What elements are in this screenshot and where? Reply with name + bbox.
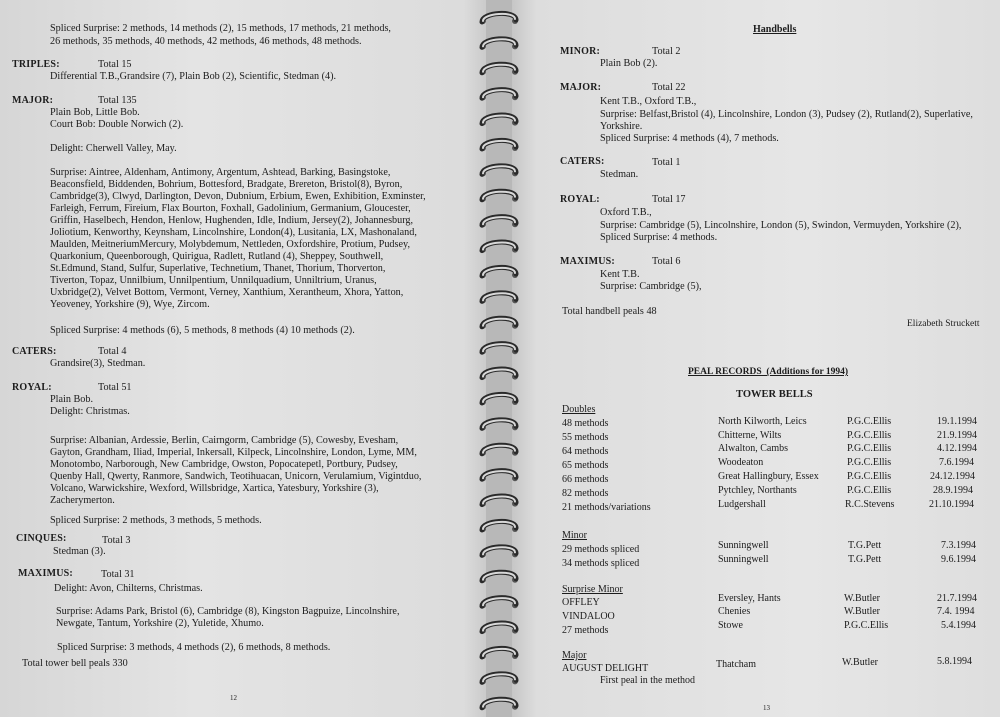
major-surprise-line: St.Edmund, Stand, Sulfur, Superlative, Technetium, Thanet, Thorium, Thorverton,	[50, 263, 386, 274]
major-surprise-line: Farleigh, Ferrum, Fireium, Flax Bourton, Foxhall, Gadolinium, Germanium, Gloucester,	[50, 203, 411, 214]
record-date: 21.9.1994	[937, 430, 977, 441]
record-date: 21.10.1994	[929, 499, 974, 510]
hb-maximus-line: Surprise: Cambridge (5),	[600, 281, 702, 292]
record-conductor: P.G.C.Ellis	[847, 485, 892, 496]
record-place: Eversley, Hants	[718, 593, 781, 604]
major-surprise-line: Uxbridge(2), Velvet Bottom, Vermont, Verney, Xanthium, Xerantheum, Xhora, Yatton,	[50, 287, 404, 298]
record-place: Great Hallingbury, Essex	[718, 471, 819, 482]
record-group-heading: Minor	[562, 530, 587, 541]
major-surprise-line: Quarkonium, Queenborough, Quirigua, Radlett, Rutland (4), Sheppey, Southwell,	[50, 251, 384, 262]
hb-royal-line: Oxford T.B.,	[600, 207, 652, 218]
record-date: 19.1.1994	[937, 416, 977, 427]
record-date: 7.3.1994	[941, 540, 976, 551]
maximus-label: MAXIMUS:	[18, 568, 73, 579]
maximus-spliced: Spliced Surprise: 3 methods, 4 methods (2), 6 methods, 8 methods.	[57, 642, 331, 653]
hb-maximus-line: Kent T.B.	[600, 269, 640, 280]
record-place: Thatcham	[716, 659, 756, 670]
page-number: 12	[230, 694, 237, 702]
hb-minor-line: Plain Bob (2).	[600, 58, 658, 69]
maximus-total: Total 31	[101, 569, 135, 580]
royal-line: Plain Bob.	[50, 394, 94, 405]
major-total: Total 135	[98, 95, 137, 106]
maximus-surprise-line: Newgate, Tantum, Yorkshire (2), Yuletide, Xhumo.	[56, 618, 264, 629]
first-peal-note: First peal in the method	[600, 675, 695, 686]
gutter-shadow	[486, 0, 512, 717]
record-conductor: P.G.C.Ellis	[847, 457, 892, 468]
major-surprise-line: Tiverton, Topaz, Unnilbium, Unnilpentium, Unnilquadium, Unniltrium, Uranus,	[50, 275, 377, 286]
record-date: 7.4. 1994	[937, 606, 975, 617]
hb-major-line: Spliced Surprise: 4 methods (4), 7 methods.	[600, 133, 779, 144]
record-conductor: W.Butler	[842, 657, 879, 668]
tower-bells-heading: TOWER BELLS	[736, 389, 813, 400]
record-place: Sunningwell	[718, 540, 769, 551]
record-date: 5.8.1994	[937, 656, 972, 667]
major-label: MAJOR:	[12, 95, 54, 106]
record-conductor: W.Butler	[844, 593, 881, 604]
record-conductor: P.G.C.Ellis	[847, 443, 892, 454]
hb-major-line: Surprise: Belfast,Bristol (4), Lincolnshire, London (3), Pudsey (2), Rutland(2), Superlative,	[600, 109, 973, 120]
record-method: 55 methods	[562, 432, 609, 443]
record-conductor: P.G.C.Ellis	[847, 416, 892, 427]
hb-royal-line: Surprise: Cambridge (5), Lincolnshire, London (5), Swindon, Vermuyden, Yorkshire (2),	[600, 220, 962, 231]
royal-surprise-line: Volcano, Warwickshire, Wexford, Willsbridge, Xartica, Yatesbury, Yorkshire (3),	[50, 483, 379, 494]
page-number: 13	[763, 704, 770, 712]
record-place: Chenies	[718, 606, 751, 617]
cinques-total: Total 3	[102, 535, 131, 546]
record-group-heading: Doubles	[562, 404, 596, 415]
hb-royal-label: ROYAL:	[560, 194, 600, 205]
major-surprise-line: Griffin, Haselbech, Hendon, Henlow, Hughenden, Idle, Indium, Jersey(2), Johannesburg,	[50, 215, 414, 226]
royal-surprise-line: Monotombo, Narborough, New Cambridge, Owston, Popocatepetl, Portbury, Pudsey,	[50, 459, 398, 470]
cinques-label: CINQUES:	[16, 533, 67, 544]
record-date: 5.4.1994	[941, 620, 976, 631]
hb-royal-line: Spliced Surprise: 4 methods.	[600, 232, 718, 243]
major-delight: Delight: Cherwell Valley, May.	[50, 143, 177, 154]
total-tower-bell-peals: Total tower bell peals 330	[22, 658, 128, 669]
hb-royal-total: Total 17	[652, 194, 686, 205]
record-conductor: T.G.Pett	[848, 554, 882, 565]
hb-caters-label: CATERS:	[560, 156, 605, 167]
hb-major-label: MAJOR:	[560, 82, 602, 93]
caters-total: Total 4	[98, 346, 127, 357]
major-line: Plain Bob, Little Bob.	[50, 107, 140, 118]
record-conductor: P.G.C.Ellis	[847, 430, 892, 441]
record-conductor: W.Butler	[844, 606, 881, 617]
record-conductor: P.G.C.Ellis	[844, 620, 889, 631]
record-conductor: P.G.C.Ellis	[847, 471, 892, 482]
right-page	[512, 0, 1000, 717]
total-handbell-peals: Total handbell peals 48	[562, 306, 657, 317]
record-conductor: T.G.Pett	[848, 540, 882, 551]
triples-line: Differential T.B.,Grandsire (7), Plain Bob (2), Scientific, Stedman (4).	[50, 71, 337, 82]
record-method: 34 methods spliced	[562, 558, 640, 569]
record-place: Pytchley, Northants	[718, 485, 797, 496]
maximus-line: Delight: Avon, Chilterns, Christmas.	[54, 583, 203, 594]
major-surprise-line: Surprise: Aintree, Aldenham, Antimony, Argentum, Ashtead, Barking, Basingstoke,	[50, 167, 391, 178]
record-place: Chitterne, Wilts	[718, 430, 782, 441]
royal-surprise-line: Quenby Hall, Qwerty, Ranmore, Sandwich, Teotihuacan, Unicorn, Verulamium, Vigintduo,	[50, 471, 422, 482]
major-spliced: Spliced Surprise: 4 methods (6), 5 methods, 8 methods (4) 10 methods (2).	[50, 325, 355, 336]
record-method: VINDALOO	[562, 611, 615, 622]
royal-label: ROYAL:	[12, 382, 52, 393]
caters-label: CATERS:	[12, 346, 57, 357]
royal-total: Total 51	[98, 382, 132, 393]
triples-label: TRIPLES:	[12, 59, 60, 70]
record-date: 24.12.1994	[930, 471, 975, 482]
royal-line: Delight: Christmas.	[50, 406, 130, 417]
royal-surprise-line: Gayton, Grandham, Iliad, Imperial, Inkersall, Kilpeck, Lincolnshire, London, Lyme, MM,	[50, 447, 417, 458]
handbells-title: Handbells	[753, 24, 797, 35]
record-method: 27 methods	[562, 625, 609, 636]
royal-surprise-line: Zacherymerton.	[50, 495, 115, 506]
peal-records-title: PEAL RECORDS (Additions for 1994)	[688, 367, 849, 377]
hb-major-total: Total 22	[652, 82, 686, 93]
record-place: Alwalton, Cambs	[718, 443, 788, 454]
caters-line: Grandsire(3), Stedman.	[50, 358, 146, 369]
author-signature: Elizabeth Struckett	[907, 319, 980, 329]
spiral-binding	[474, 0, 524, 717]
record-place: Ludgershall	[718, 499, 766, 510]
record-method: 82 methods	[562, 488, 609, 499]
major-surprise-line: Yeoveney, Yorkshire (9), Wye, Zircom.	[50, 299, 210, 310]
record-method: 65 methods	[562, 460, 609, 471]
record-method: AUGUST DELIGHT	[562, 663, 649, 674]
triples-total: Total 15	[98, 59, 132, 70]
spliced-intro-line: Spliced Surprise: 2 methods, 14 methods (2), 15 methods, 17 methods, 21 methods,	[50, 23, 391, 34]
hb-caters-line: Stedman.	[600, 169, 639, 180]
major-surprise-line: Joliotium, Kenworthy, Keynsham, Lincolnshire, London(4), Lusitania, LX, Mashonaland,	[50, 227, 417, 238]
hb-maximus-total: Total 6	[652, 256, 681, 267]
maximus-surprise-line: Surprise: Adams Park, Bristol (6), Cambridge (8), Kingston Bagpuize, Lincolnshire,	[56, 606, 400, 617]
record-conductor: R.C.Stevens	[845, 499, 895, 510]
major-line: Court Bob: Double Norwich (2).	[50, 119, 184, 130]
hb-major-line: Yorkshire.	[600, 121, 643, 132]
left-page	[0, 0, 488, 717]
hb-caters-total: Total 1	[652, 157, 681, 168]
record-group-heading: Surprise Minor	[562, 584, 623, 595]
royal-spliced: Spliced Surprise: 2 methods, 3 methods, 5 methods.	[50, 515, 262, 526]
record-date: 28.9.1994	[933, 485, 973, 496]
spliced-intro-line: 26 methods, 35 methods, 40 methods, 42 methods, 46 methods, 48 methods.	[50, 36, 362, 47]
record-place: North Kilworth, Leics	[718, 416, 807, 427]
cinques-line: Stedman (3).	[53, 546, 106, 557]
hb-major-line: Kent T.B., Oxford T.B.,	[600, 96, 697, 107]
record-place: Sunningwell	[718, 554, 769, 565]
record-date: 9.6.1994	[941, 554, 976, 565]
record-group-heading: Major	[562, 650, 587, 661]
record-method: OFFLEY	[562, 597, 600, 608]
record-date: 7.6.1994	[939, 457, 974, 468]
hb-maximus-label: MAXIMUS:	[560, 256, 615, 267]
major-surprise-line: Cambridge(3), Clwyd, Darlington, Devon, Dubnium, Erbium, Ewen, Exhibition, Exminster,	[50, 191, 426, 202]
record-method: 48 methods	[562, 418, 609, 429]
record-method: 64 methods	[562, 446, 609, 457]
major-surprise-line: Maulden, MeitneriumMercury, Molybdemum, Nettleden, Oxfordshire, Protium, Pudsey,	[50, 239, 410, 250]
record-method: 66 methods	[562, 474, 609, 485]
hb-minor-total: Total 2	[652, 46, 681, 57]
record-place: Stowe	[718, 620, 743, 631]
record-place: Woodeaton	[718, 457, 764, 468]
record-date: 21.7.1994	[937, 593, 977, 604]
hb-minor-label: MINOR:	[560, 46, 601, 57]
royal-surprise-line: Surprise: Albanian, Ardessie, Berlin, Cairngorm, Cambridge (5), Cowesby, Evesham,	[50, 435, 399, 446]
record-method: 21 methods/variations	[562, 502, 651, 513]
record-method: 29 methods spliced	[562, 544, 640, 555]
record-date: 4.12.1994	[937, 443, 977, 454]
major-surprise-line: Beaconsfield, Biddenden, Bohrium, Bottesford, Bradgate, Brereton, Bristol(8), Byron,	[50, 179, 403, 190]
